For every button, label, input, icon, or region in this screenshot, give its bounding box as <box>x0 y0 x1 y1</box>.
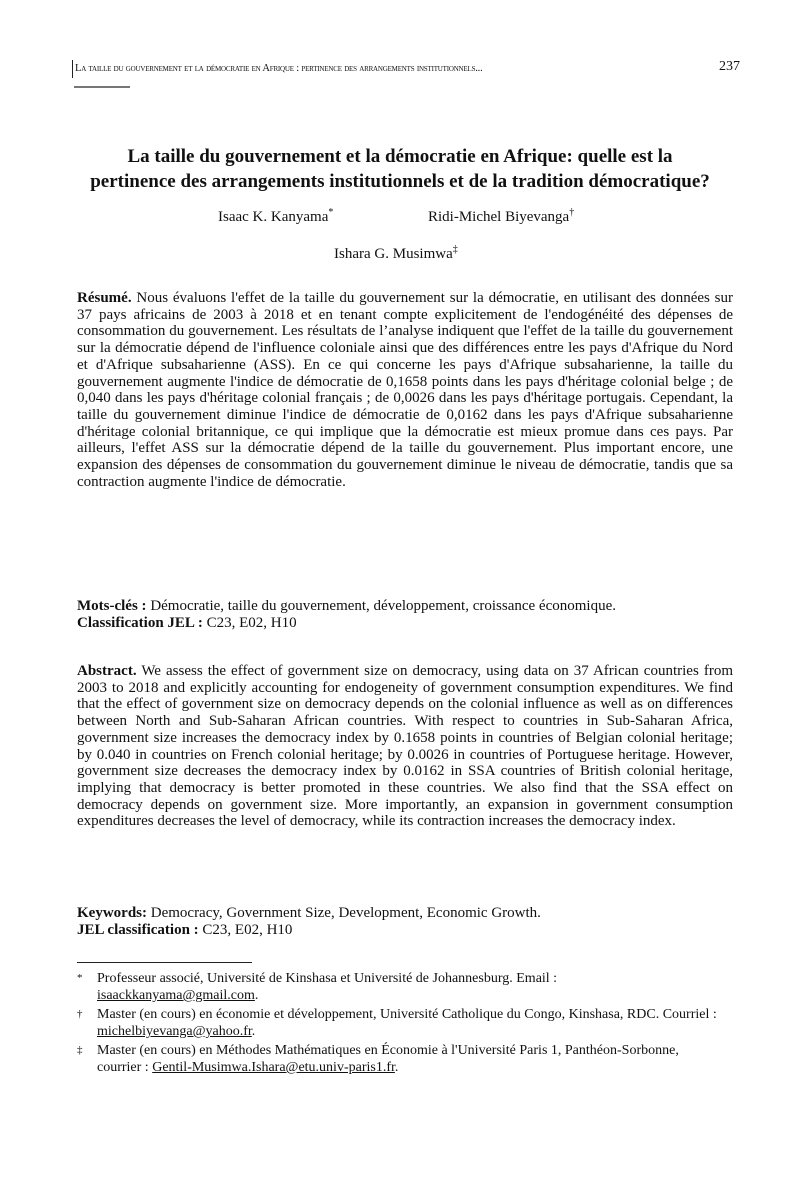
email-link[interactable]: isaackkanyama@gmail.com <box>97 988 255 1003</box>
mots-cles-text: Démocratie, taille du gouvernement, développement, croissance économique. <box>150 598 616 614</box>
resume <box>77 290 733 490</box>
jel-fr-label: Classification JEL : <box>77 614 203 631</box>
page-number: 237 <box>719 59 740 74</box>
keywords <box>77 905 733 938</box>
resume-label: Résumé. <box>77 290 132 306</box>
paper-title: La taille du gouvernement et la démocratie en Afrique: quelle est la pertinence des arrangements institutionnels et de la tradition démocratique? <box>90 146 710 192</box>
email-link[interactable]: michelbiyevanga@yahoo.fr <box>97 1024 252 1039</box>
abstract <box>77 663 733 830</box>
header-rule <box>74 86 130 88</box>
author-3 <box>334 244 458 263</box>
keywords-text: Democracy, Government Size, Development, Economic Growth. <box>150 905 541 921</box>
footnote-text: Master (en cours) en Méthodes Mathématiques en Économie à l'Université Paris 1, Panthéon-Sorbonne, courrier : <box>97 1043 679 1075</box>
footnote-3 <box>77 1042 717 1076</box>
keywords-label: Keywords: <box>77 905 147 921</box>
author-name: Ridi-Michel Biyevanga <box>428 209 570 225</box>
mots-cles-label: Mots-clés : <box>77 598 147 614</box>
jel-en-text: C23, E02, H10 <box>202 921 293 938</box>
footnote-end: . <box>394 1060 399 1075</box>
footnote-end: . <box>251 1024 256 1039</box>
author-name: Ishara G. Musimwa <box>334 246 453 262</box>
footnote-1 <box>77 970 717 1004</box>
mots-cles <box>77 598 733 631</box>
abstract-label: Abstract. <box>77 663 137 679</box>
email-link[interactable]: Gentil-Musimwa.Ishara@etu.univ-paris1.fr <box>152 1060 395 1075</box>
running-title: La taille du gouvernement et la démocratie en Afrique : pertinence des arrangements institutionnels... <box>75 63 483 74</box>
footnote-mark: ‡ <box>77 1044 83 1056</box>
footnote-text: Master (en cours) en économie et développement, Université Catholique du Congo, Kinshasa, RDC. Courriel : <box>97 1007 717 1022</box>
author-1 <box>218 207 333 226</box>
jel-fr-text: C23, E02, H10 <box>206 614 297 631</box>
abstract-text: We assess the effect of government size on democracy, using data on 37 African countries from 2003 to 2018 and explicitly accounting for endogeneity of government consumption expenditures. We find that the effect of government size on democracy depends on the colonial influence as well as on differences between North and Sub-Saharan African countries. With respect to countries in Sub-Saharan Africa, government size increases the democracy index by 0.1658 points in countries of Belgian colonial heritage; by 0.040 in countries on French colonial heritage; by 0.0026 in countries of Portuguese heritage. However, government size decreases the democracy index by 0.0162 in SSA countries of British colonial heritage, implying that democracy is better promoted in these countries. We also find that the SSA effect on democracy depends on government size. More importantly, an expansion in government consumption expenditures decreases the level of democracy, while its contraction increases the democracy index. <box>77 663 733 830</box>
resume-text: Nous évaluons l'effet de la taille du gouvernement sur la démocratie, en utilisant des données sur 37 pays africains de 2003 à 2018 et en tenant compte explicitement de l'endogénéité des dépenses de consommation du gouvernement. Les résultats de l’analyse indiquent que l'effet de la taille du gouvernement sur la démocratie dépend de l'influence coloniale ainsi que des différences entre les pays d'Afrique du Nord et d'Afrique subsaharienne (ASS). En ce qui concerne les pays d'Afrique subsaharienne, la taille du gouvernement augmente l'indice de démocratie de 0,1658 points dans les pays d'héritage colonial belge ; de 0,040 dans les pays d'héritage colonial français ; de 0,0026 dans les pays d'héritage portugais. Cependant, la taille du gouvernement diminue l'indice de démocratie de 0,0162 dans les pays d'Afrique subsaharienne d'héritage colonial britannique, ce qui implique que la démocratie est mieux promue dans ces pays. Par ailleurs, l'effet ASS sur la démocratie dépend de la taille du gouvernement. Plus important encore, une expansion des dépenses de consommation du gouvernement diminue le niveau de démocratie, tandis que sa contraction augmente l'indice de démocratie. <box>77 290 734 490</box>
author-mark: ‡ <box>452 244 458 255</box>
running-header <box>72 59 740 78</box>
footnote-rule <box>77 962 252 963</box>
author-name: Isaac K. Kanyama <box>218 209 329 225</box>
footnote-mark: † <box>77 1008 83 1020</box>
jel-en-label: JEL classification : <box>77 921 199 938</box>
author-mark: † <box>569 207 575 218</box>
footnote-mark: * <box>77 972 83 984</box>
footnote-text: Professeur associé, Université de Kinshasa et Université de Johannesburg. Email : <box>97 971 558 986</box>
footnote-end: . <box>254 988 259 1003</box>
author-2 <box>428 207 574 226</box>
author-mark: * <box>328 207 334 218</box>
footnote-2 <box>77 1006 717 1040</box>
